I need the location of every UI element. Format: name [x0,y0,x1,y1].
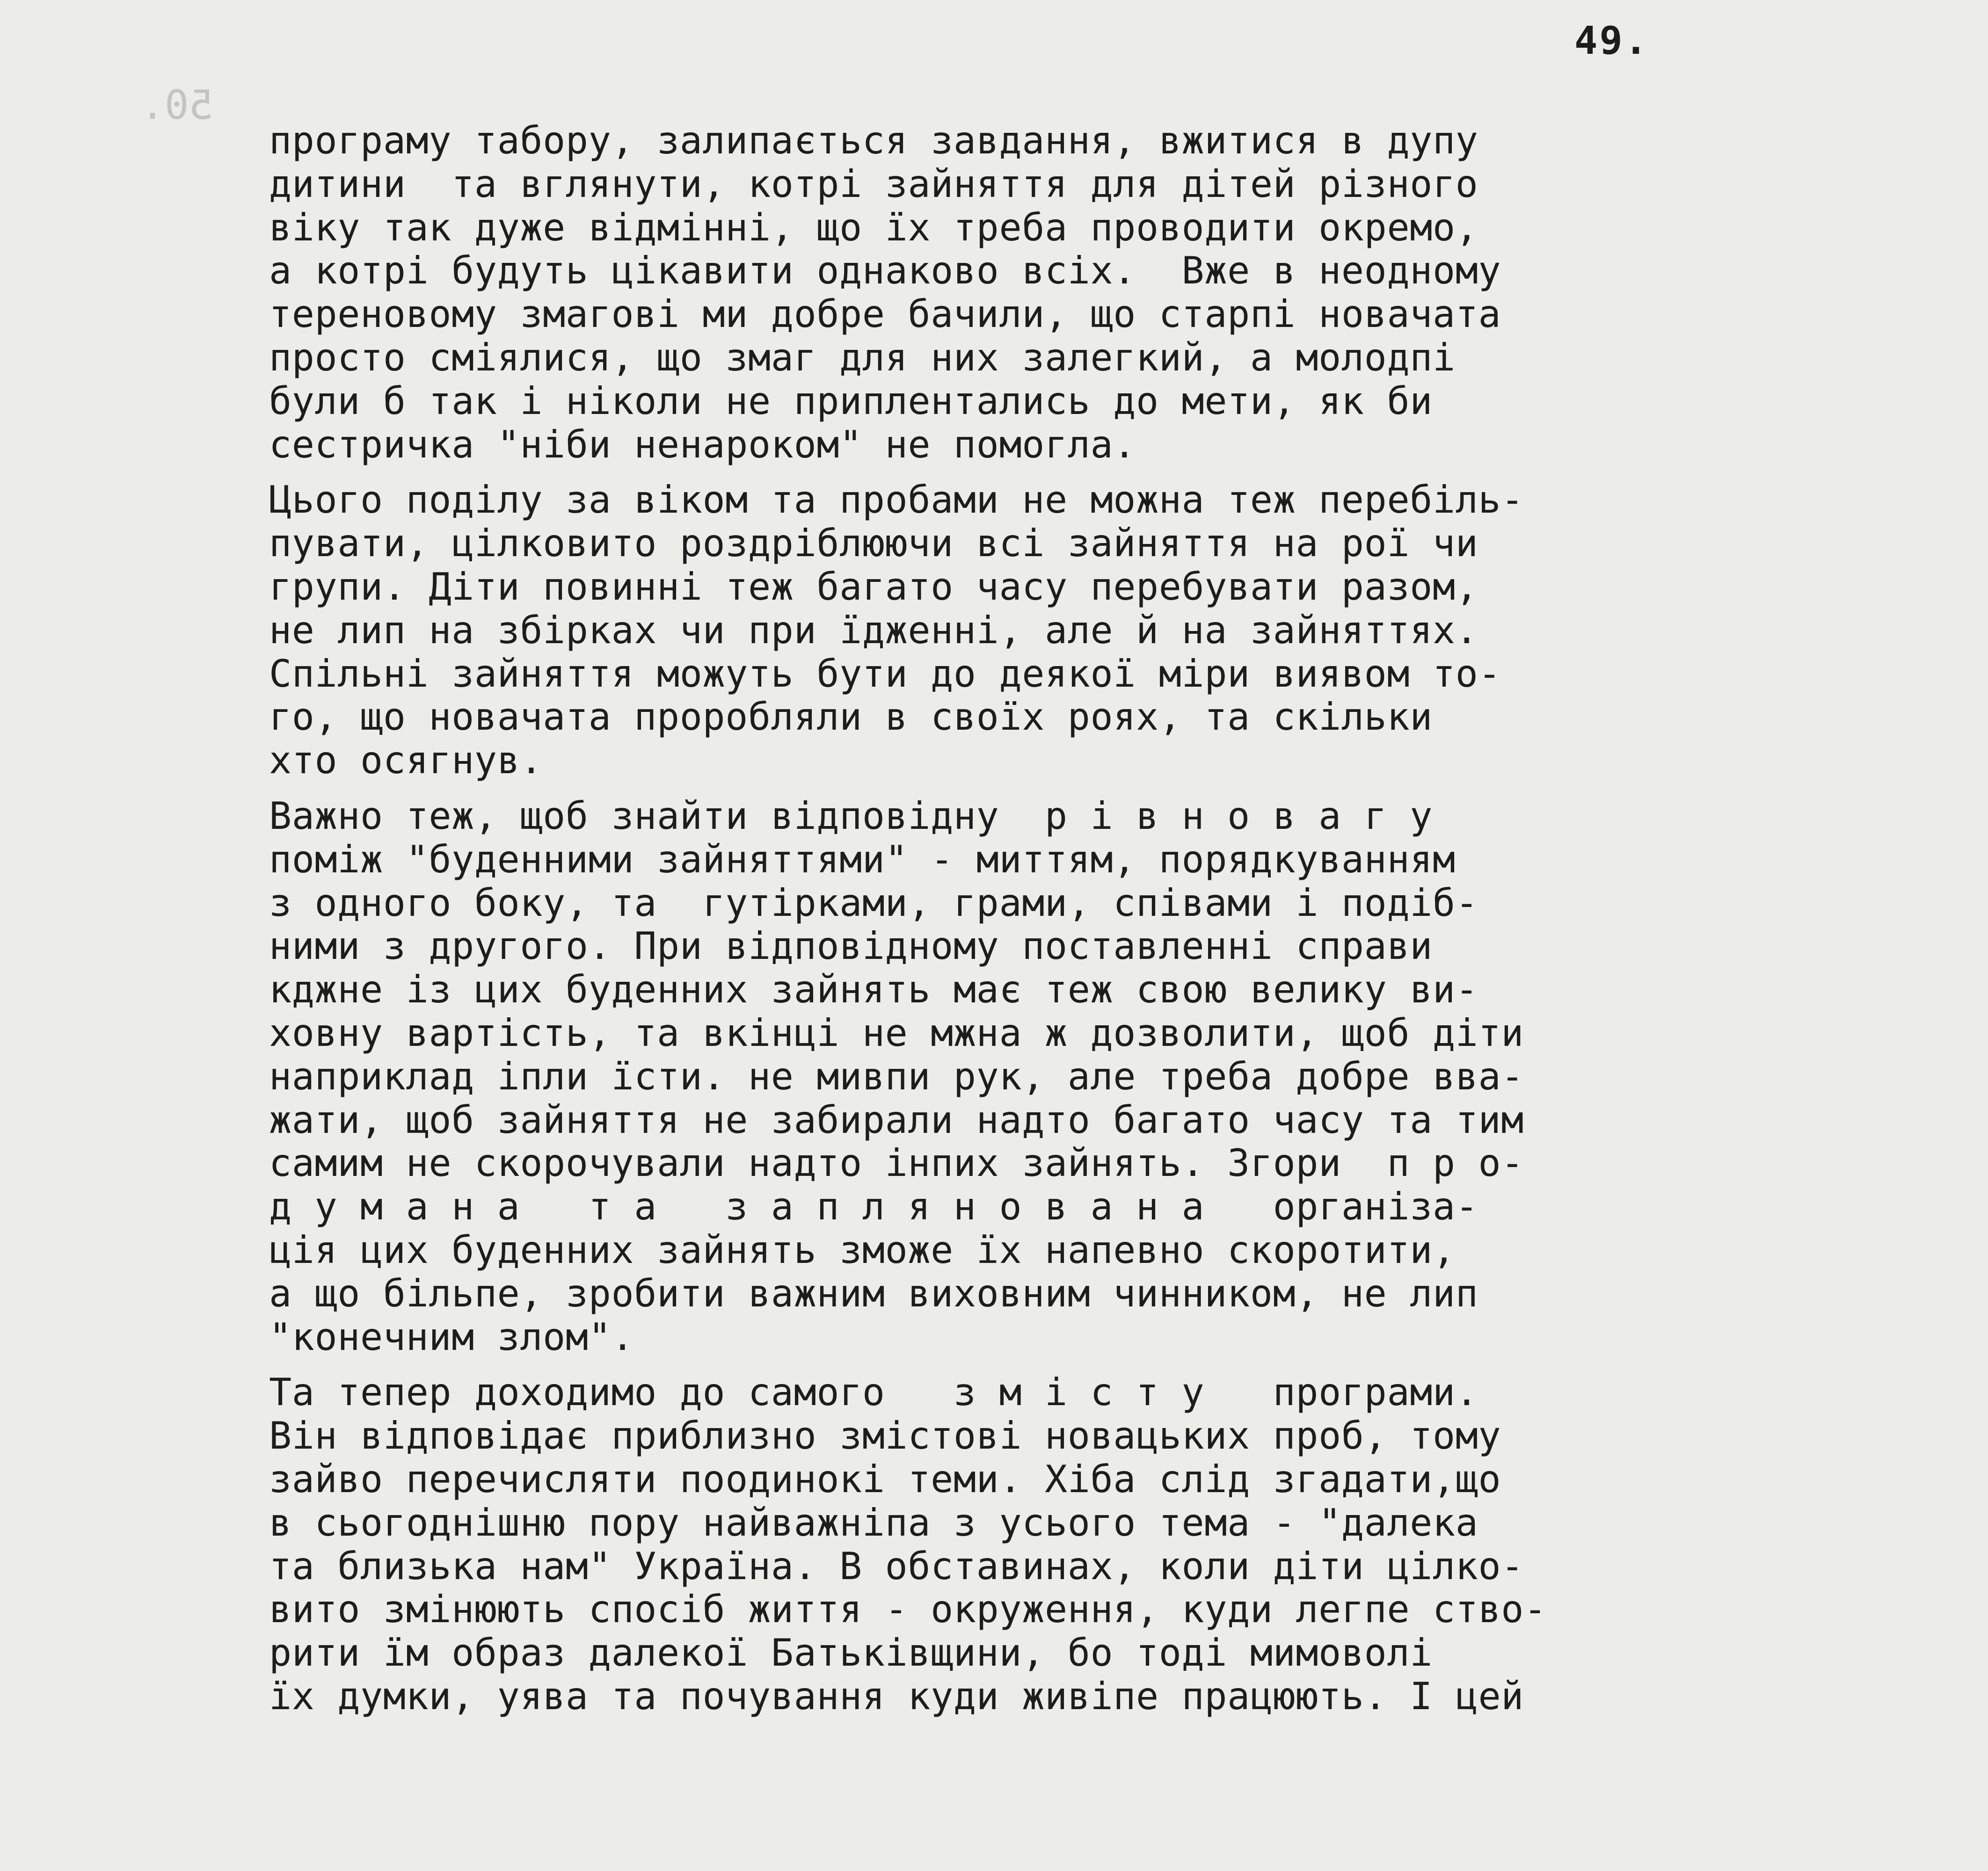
text-line: кджне із цих буденних зайнять має теж свою велику ви- [269,968,1478,1012]
text-line: ція цих буденних зайнять зможе їх напевно скоротити, [269,1228,1456,1272]
text-line: рити їм образ далекої Батьківщини, бо тоді мимоволі [269,1631,1433,1675]
text-line: Спільні зайняття можуть бути до деякої міри виявом то- [269,652,1501,696]
text-line: ховну вартість, та вкінці не мжна ж дозволити, щоб діти [269,1011,1524,1055]
text-line: дитини та вглянути, котрі зайняття для дітей різного [269,162,1478,206]
text-line: Цього поділу за віком та пробами не можна теж перебіль- [269,478,1524,522]
text-line: віку так дуже відмінні, що їх треба проводити окремо, [269,205,1478,249]
text-line: д у м а н а т а з а п л я н о в а н а організа- [269,1185,1478,1229]
text-line: вито змінюють спосіб життя - окруження, куди легпе ство- [269,1588,1547,1632]
text-line: Та тепер доходимо до самого з м і с т у програми. [269,1371,1478,1414]
text-line: програму табору, залипається завдання, вжитися в дупу [269,119,1478,162]
text-line: ними з другого. При відповідному поставленні справи [269,924,1433,968]
text-line: самим не скорочували надто інпих зайнять. Згори п р о- [269,1141,1524,1185]
text-line: Він відповідає приблизно змістові новацьких проб, тому [269,1414,1501,1458]
text-line: зайво перечисляти поодинокі теми. Хіба слід згадати,що [269,1457,1501,1501]
paragraph-2 [269,479,1935,783]
text-line: в сьогоднішню пору найважніпа з усього тема - "далека [269,1501,1478,1545]
text-line: були б так і ніколи не приплентались до мети, як би [269,379,1433,423]
text-line: з одного боку, та гутірками, грами, співами і подіб- [269,881,1478,925]
text-line: їх думки, уява та почування куди живіпе працюють. І цей [269,1674,1524,1718]
page-number: 49. [1574,19,1650,63]
text-line: пувати, цілковито роздріблюючи всі зайняття на рої чи [269,522,1478,566]
text-line: просто сміялися, що змаг для них залегкий, а молодпі [269,335,1456,379]
text-line: та близька нам" Україна. В обставинах, коли діти цілко- [269,1544,1524,1588]
text-line: жати, щоб зайняття не забирали надто багато часу та тим [269,1098,1524,1142]
body-text [269,119,1935,1719]
text-line: Важно теж, щоб знайти відповідну р і в н о в а г у [269,794,1433,838]
text-line: наприклад іпли їсти. не мивпи рук, але треба добре вва- [269,1054,1524,1098]
text-line: тереновому змагові ми добре бачили, що старпі новачата [269,292,1501,336]
bleed-through-page-number: 50. [140,82,213,129]
text-line: не лип на збірках чи при їдженні, але й на зайняттях. [269,608,1478,652]
text-line: групи. Діти повинні теж багато часу перебувати разом, [269,565,1478,609]
text-line: сестричка "ніби ненароком" не помогла. [269,422,1136,466]
paragraph-4 [269,1371,1935,1718]
paragraph-1 [269,119,1935,466]
text-line: го, що новачата проробляли в своїх роях, та скільки [269,695,1433,739]
text-line: "конечним злом". [269,1315,634,1359]
text-line: а котрі будуть цікавити однаково всіх. Вже в неодному [269,249,1501,293]
text-line: хто осягнув. [269,739,543,783]
text-line: поміж "буденними зайняттями" - миттям, порядкуванням [269,837,1456,881]
paragraph-3 [269,795,1935,1359]
text-line: а що більпе, зробити важним виховним чинником, не лип [269,1271,1478,1315]
